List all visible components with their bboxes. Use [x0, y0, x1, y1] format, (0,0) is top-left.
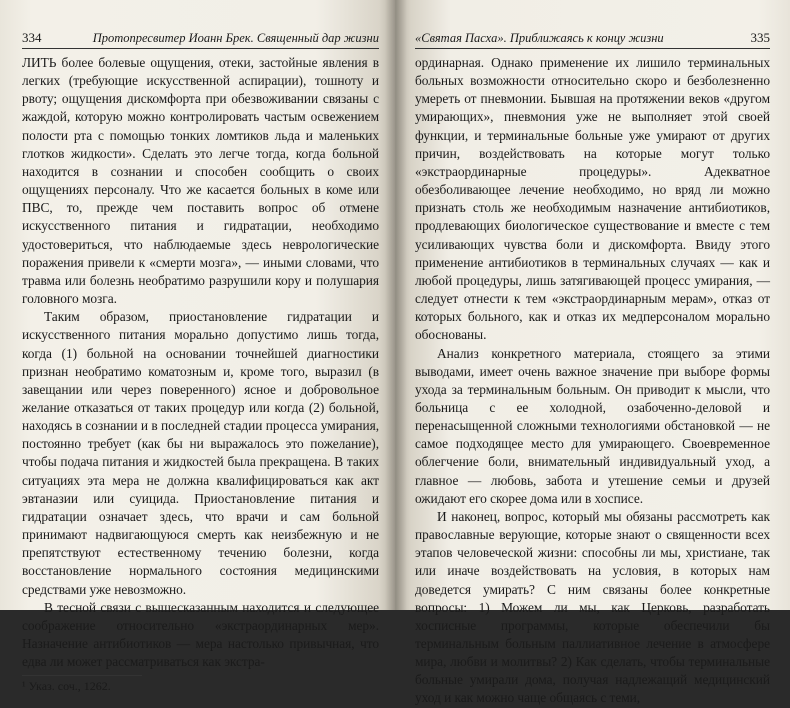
right-body-text — [415, 54, 770, 708]
paragraph: Анализ конкретного материала, стоящего за этими выводами, имеет очень важное значение при выборе формы ухода за терминальным больным. Он приводит к мысли, что больница с ее холодной, озабоченно-деловой и перенасыщенной сложными технологиями обстановкой — не самое подходящее место для умирающего. Своевременное облегчение боли, внимательный индивидуальный уход, а главное — любовь, забота и утешение семьи и друзей ожидают его скорее дома или в хосписе. — [415, 345, 770, 506]
left-body-text — [22, 54, 379, 671]
left-running-head — [22, 30, 379, 49]
paragraph: Таким образом, приостановление гидратации и искусственного питания морально допустимо лишь тогда, когда (1) больной на основании точнейшей диагностики признан необратимо коматозным и, кроме того, выразил (в завещании или через поверенного) ясное и добровольное желание отказаться от таких процедур или когда (2) больной, находясь в сознании и в последней стадии процесса умирания, постоянно требует (как бы ни выражалось это пожелание), чтобы подача питания и жидкостей была прекращена. В таких ситуациях эта мера не должна квалифицироваться как акт эвтаназии или суицида. Приостановление питания и гидратации означает здесь, что врачи и сам больной принимают надвигающуюся смерть как неизбежную и не препятствуют естественному течению болезни, когда восстановление нормального состояния медицинскими средствами уже невозможно. — [22, 309, 379, 597]
left-running-title: Протопресвитер Иоанн Брек. Священный дар жизни — [92, 31, 379, 45]
paragraph: И наконец, вопрос, который мы обязаны рассмотреть как православные верующие, которые знают о священности всех этапов человеческой жизни: способны ли мы, христиане, так или иначе воздействовать на условия, в которых нам доведется умирать? С ним связаны более конкретные вопросы: 1) Можем ли мы, как Церковь, разработать хосписные программы, которые обеспечили бы терминальным больным паллиативное лечение в атмосфере мира, любви и молитвы? 2) Как сделать, чтобы терминальные больные умирали дома, получая надлежащий медицинский уход и как можно чаще общаясь с теми, — [415, 508, 770, 706]
left-page-number: 334 — [22, 30, 42, 45]
right-page — [395, 0, 790, 706]
right-running-title: «Святая Пасха». Приближаясь к концу жизни — [415, 31, 664, 45]
left-page — [0, 0, 395, 694]
right-running-head — [415, 30, 770, 49]
paragraph: ординарная. Однако применение их лишило терминальных больных возможности относительно скоро и безболезненно умереть от пневмонии. Бывшая на протяжении веков «другом умирающих», пневмония уже не выполняет этой своей функции, и терминальные больные уже умирают от других причин, воздействовать на которые могут только «экстраординарные процедуры». Адекватное обезболивающее лечение необходимо, но вряд ли можно признать столь же необходимым назначение антибиотиков, продлевающих биологическое существование и вместе с тем усиливающих чувства боли и дискомфорта. Ввиду этого применение антибиотиков в терминальных случаях — как и любой процедуры, лишь затягивающей процесс умирания, — следует отнести к тем «экстраординарным мерам», отказ от которых больного, как и отказ их медперсоналом морально обоснованы. — [415, 55, 770, 343]
paragraph: ЛИТЬ более болевые ощущения, отеки, застойные явления в легких (требующие искусственной аспирации), тошноту и рвоту; ощущения дискомфорта при обезвоживании связаны с жаждой, которую можно контролировать частым освежением полости рта с помощью тонких ломтиков льда и маленьких глотков жидкости». Сделать это легче тогда, когда больной находится в сознании и способен сообщить о своих ощущениях персоналу. Что же касается больных в коме или ПВС, то, прежде чем поставить вопрос об отмене искусственного питания и гидратации, необходимо удостовериться, что наблюдаемые здесь неврологические поражения привели к «смерти мозга», — иными словами, что травма или болезнь необратимо разрушили кору и полушария головного мозга. — [22, 55, 379, 307]
footnote-rule — [22, 675, 142, 676]
paragraph: В тесной связи с вышесказанным находится и следующее соображение относительно «экстраординарных мер». Назначение антибиотиков — мера настолько привычная, что едва ли может рассматриваться как экстра- — [22, 599, 379, 670]
footnote: ¹ Указ. соч., 1262. — [22, 679, 111, 694]
right-page-number: 335 — [750, 30, 770, 45]
